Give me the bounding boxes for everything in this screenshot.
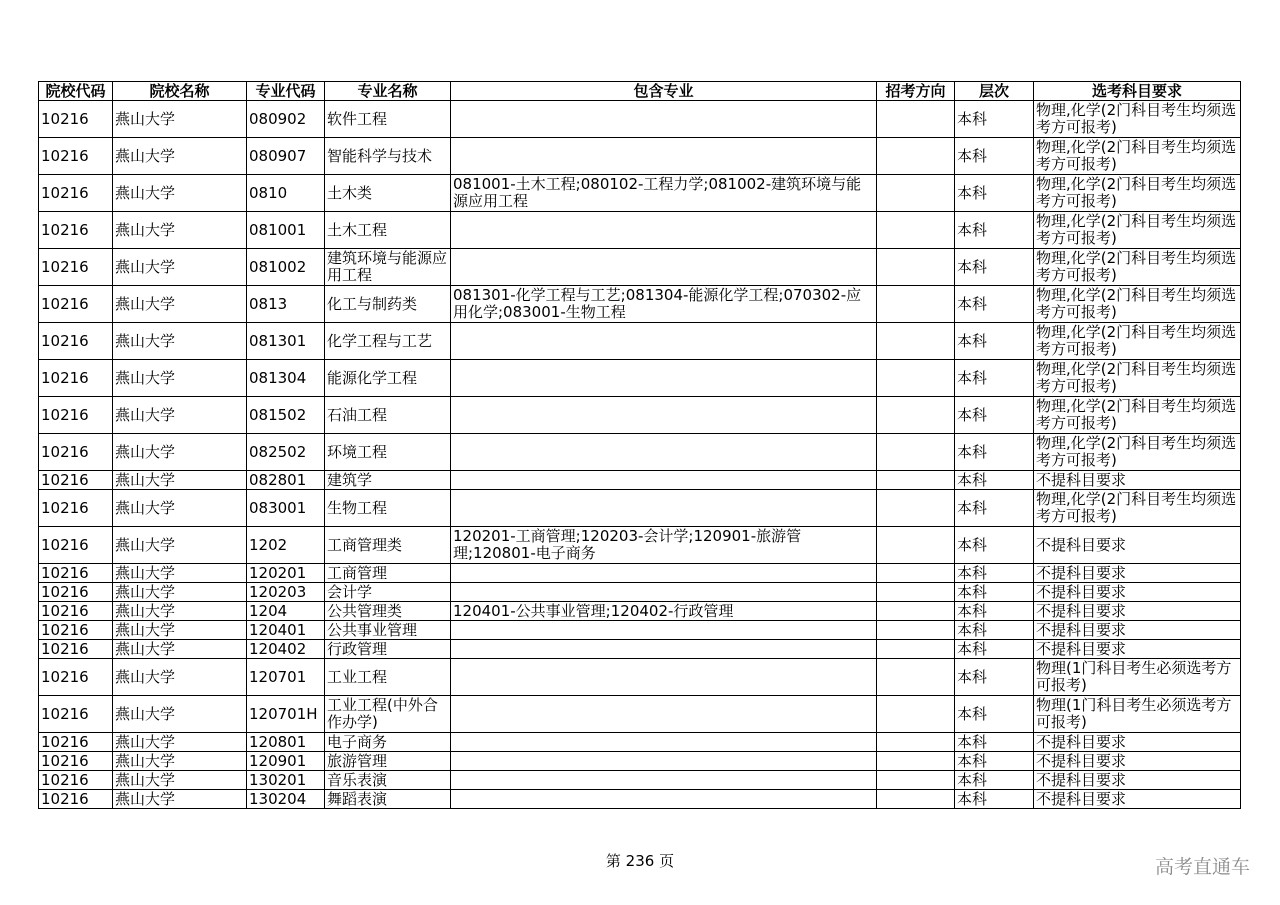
cell-level: 本科 <box>955 212 1034 249</box>
cell-major-name: 建筑环境与能源应用工程 <box>325 249 451 286</box>
cell-school-code: 10216 <box>39 659 113 696</box>
cell-major-name: 土木类 <box>325 175 451 212</box>
table-body <box>39 101 1241 809</box>
cell-school-name: 燕山大学 <box>113 564 247 583</box>
cell-direction <box>877 790 955 809</box>
cell-requirement: 不提科目要求 <box>1034 771 1241 790</box>
cell-includes <box>451 733 877 752</box>
cell-school-name: 燕山大学 <box>113 286 247 323</box>
cell-major-code: 120203 <box>247 583 325 602</box>
cell-school-name: 燕山大学 <box>113 490 247 527</box>
cell-school-code: 10216 <box>39 471 113 490</box>
cell-level: 本科 <box>955 640 1034 659</box>
cell-major-name: 软件工程 <box>325 101 451 138</box>
cell-major-name: 会计学 <box>325 583 451 602</box>
table-row <box>39 733 1241 752</box>
cell-major-name: 智能科学与技术 <box>325 138 451 175</box>
cell-school-code: 10216 <box>39 249 113 286</box>
cell-level: 本科 <box>955 564 1034 583</box>
table-row <box>39 249 1241 286</box>
cell-includes <box>451 323 877 360</box>
cell-school-name: 燕山大学 <box>113 323 247 360</box>
cell-major-code: 080907 <box>247 138 325 175</box>
cell-level: 本科 <box>955 527 1034 564</box>
header-includes: 包含专业 <box>451 82 877 101</box>
cell-requirement: 物理,化学(2门科目考生均须选考方可报考) <box>1034 101 1241 138</box>
header-direction: 招考方向 <box>877 82 955 101</box>
header-school-name: 院校名称 <box>113 82 247 101</box>
cell-level: 本科 <box>955 621 1034 640</box>
cell-major-name: 建筑学 <box>325 471 451 490</box>
table-row <box>39 564 1241 583</box>
cell-includes <box>451 752 877 771</box>
cell-direction <box>877 323 955 360</box>
cell-school-name: 燕山大学 <box>113 101 247 138</box>
cell-major-code: 081304 <box>247 360 325 397</box>
cell-major-code: 083001 <box>247 490 325 527</box>
cell-direction <box>877 101 955 138</box>
header-major-name: 专业名称 <box>325 82 451 101</box>
cell-major-code: 080902 <box>247 101 325 138</box>
cell-requirement: 不提科目要求 <box>1034 640 1241 659</box>
cell-major-name: 生物工程 <box>325 490 451 527</box>
cell-requirement: 物理,化学(2门科目考生均须选考方可报考) <box>1034 360 1241 397</box>
cell-major-name: 公共管理类 <box>325 602 451 621</box>
cell-school-name: 燕山大学 <box>113 212 247 249</box>
cell-level: 本科 <box>955 286 1034 323</box>
table-row <box>39 360 1241 397</box>
cell-requirement: 物理(1门科目考生必须选考方可报考) <box>1034 659 1241 696</box>
cell-level: 本科 <box>955 397 1034 434</box>
table-row <box>39 790 1241 809</box>
cell-requirement: 不提科目要求 <box>1034 621 1241 640</box>
table-row <box>39 101 1241 138</box>
cell-direction <box>877 659 955 696</box>
cell-includes <box>451 696 877 733</box>
cell-school-name: 燕山大学 <box>113 583 247 602</box>
cell-requirement: 不提科目要求 <box>1034 527 1241 564</box>
cell-major-name: 音乐表演 <box>325 771 451 790</box>
table-row <box>39 434 1241 471</box>
cell-level: 本科 <box>955 138 1034 175</box>
cell-requirement: 不提科目要求 <box>1034 602 1241 621</box>
header-school-code: 院校代码 <box>39 82 113 101</box>
cell-includes <box>451 138 877 175</box>
cell-school-code: 10216 <box>39 640 113 659</box>
cell-includes <box>451 564 877 583</box>
cell-direction <box>877 138 955 175</box>
table-row <box>39 527 1241 564</box>
cell-major-name: 工商管理 <box>325 564 451 583</box>
cell-direction <box>877 360 955 397</box>
cell-major-name: 工业工程(中外合作办学) <box>325 696 451 733</box>
cell-major-code: 120402 <box>247 640 325 659</box>
table-row <box>39 397 1241 434</box>
cell-major-code: 130204 <box>247 790 325 809</box>
table-row <box>39 583 1241 602</box>
cell-major-code: 081502 <box>247 397 325 434</box>
cell-direction <box>877 212 955 249</box>
cell-includes: 081301-化学工程与工艺;081304-能源化学工程;070302-应用化学;083001-生物工程 <box>451 286 877 323</box>
cell-direction <box>877 249 955 286</box>
cell-direction <box>877 733 955 752</box>
header-level: 层次 <box>955 82 1034 101</box>
cell-level: 本科 <box>955 101 1034 138</box>
cell-requirement: 不提科目要求 <box>1034 564 1241 583</box>
table-row <box>39 696 1241 733</box>
cell-school-code: 10216 <box>39 621 113 640</box>
cell-major-code: 120901 <box>247 752 325 771</box>
cell-level: 本科 <box>955 323 1034 360</box>
cell-level: 本科 <box>955 471 1034 490</box>
header-major-code: 专业代码 <box>247 82 325 101</box>
cell-requirement: 物理,化学(2门科目考生均须选考方可报考) <box>1034 490 1241 527</box>
cell-school-code: 10216 <box>39 212 113 249</box>
cell-requirement: 物理,化学(2门科目考生均须选考方可报考) <box>1034 138 1241 175</box>
cell-includes <box>451 790 877 809</box>
cell-requirement: 物理,化学(2门科目考生均须选考方可报考) <box>1034 175 1241 212</box>
cell-requirement: 不提科目要求 <box>1034 733 1241 752</box>
cell-major-code: 120801 <box>247 733 325 752</box>
cell-includes <box>451 583 877 602</box>
cell-school-name: 燕山大学 <box>113 733 247 752</box>
cell-major-name: 舞蹈表演 <box>325 790 451 809</box>
table-row <box>39 640 1241 659</box>
header-requirement: 选考科目要求 <box>1034 82 1241 101</box>
cell-school-name: 燕山大学 <box>113 752 247 771</box>
cell-direction <box>877 752 955 771</box>
cell-direction <box>877 471 955 490</box>
cell-school-name: 燕山大学 <box>113 471 247 490</box>
cell-school-code: 10216 <box>39 771 113 790</box>
cell-school-name: 燕山大学 <box>113 434 247 471</box>
cell-school-name: 燕山大学 <box>113 771 247 790</box>
cell-major-name: 旅游管理 <box>325 752 451 771</box>
cell-level: 本科 <box>955 249 1034 286</box>
cell-school-name: 燕山大学 <box>113 397 247 434</box>
table-row <box>39 490 1241 527</box>
cell-major-code: 120701H <box>247 696 325 733</box>
cell-major-code: 081001 <box>247 212 325 249</box>
cell-includes <box>451 771 877 790</box>
cell-school-name: 燕山大学 <box>113 790 247 809</box>
cell-major-code: 0813 <box>247 286 325 323</box>
cell-school-name: 燕山大学 <box>113 659 247 696</box>
cell-requirement: 不提科目要求 <box>1034 471 1241 490</box>
cell-includes: 120201-工商管理;120203-会计学;120901-旅游管理;120801-电子商务 <box>451 527 877 564</box>
cell-includes <box>451 249 877 286</box>
cell-school-code: 10216 <box>39 696 113 733</box>
cell-direction <box>877 602 955 621</box>
cell-includes <box>451 640 877 659</box>
cell-direction <box>877 621 955 640</box>
cell-requirement: 不提科目要求 <box>1034 790 1241 809</box>
cell-includes <box>451 490 877 527</box>
cell-level: 本科 <box>955 490 1034 527</box>
cell-requirement: 物理,化学(2门科目考生均须选考方可报考) <box>1034 323 1241 360</box>
cell-school-code: 10216 <box>39 101 113 138</box>
table-row <box>39 175 1241 212</box>
cell-direction <box>877 397 955 434</box>
table-row <box>39 659 1241 696</box>
cell-includes: 120401-公共事业管理;120402-行政管理 <box>451 602 877 621</box>
cell-school-code: 10216 <box>39 752 113 771</box>
cell-level: 本科 <box>955 696 1034 733</box>
table-row <box>39 471 1241 490</box>
table-row <box>39 138 1241 175</box>
cell-major-name: 公共事业管理 <box>325 621 451 640</box>
cell-requirement: 物理,化学(2门科目考生均须选考方可报考) <box>1034 434 1241 471</box>
cell-major-code: 082801 <box>247 471 325 490</box>
cell-major-name: 石油工程 <box>325 397 451 434</box>
cell-includes <box>451 471 877 490</box>
cell-direction <box>877 564 955 583</box>
cell-school-code: 10216 <box>39 733 113 752</box>
cell-school-code: 10216 <box>39 323 113 360</box>
cell-major-name: 环境工程 <box>325 434 451 471</box>
cell-major-name: 工商管理类 <box>325 527 451 564</box>
cell-direction <box>877 696 955 733</box>
cell-requirement: 不提科目要求 <box>1034 752 1241 771</box>
cell-major-code: 081301 <box>247 323 325 360</box>
cell-school-name: 燕山大学 <box>113 138 247 175</box>
cell-includes <box>451 397 877 434</box>
cell-school-code: 10216 <box>39 790 113 809</box>
cell-requirement: 不提科目要求 <box>1034 583 1241 602</box>
cell-major-code: 130201 <box>247 771 325 790</box>
cell-direction <box>877 286 955 323</box>
cell-major-code: 120401 <box>247 621 325 640</box>
cell-includes <box>451 360 877 397</box>
cell-major-code: 0810 <box>247 175 325 212</box>
cell-school-code: 10216 <box>39 490 113 527</box>
table-row <box>39 323 1241 360</box>
cell-level: 本科 <box>955 771 1034 790</box>
cell-school-name: 燕山大学 <box>113 640 247 659</box>
cell-level: 本科 <box>955 360 1034 397</box>
table-row <box>39 752 1241 771</box>
cell-school-code: 10216 <box>39 360 113 397</box>
cell-school-name: 燕山大学 <box>113 360 247 397</box>
cell-school-code: 10216 <box>39 434 113 471</box>
cell-level: 本科 <box>955 175 1034 212</box>
table-row <box>39 771 1241 790</box>
cell-school-name: 燕山大学 <box>113 621 247 640</box>
cell-major-name: 工业工程 <box>325 659 451 696</box>
admission-table <box>38 81 1241 809</box>
cell-school-code: 10216 <box>39 286 113 323</box>
cell-major-name: 化工与制药类 <box>325 286 451 323</box>
cell-school-name: 燕山大学 <box>113 527 247 564</box>
cell-level: 本科 <box>955 434 1034 471</box>
cell-includes <box>451 621 877 640</box>
table-row <box>39 602 1241 621</box>
cell-direction <box>877 771 955 790</box>
cell-school-code: 10216 <box>39 564 113 583</box>
cell-includes <box>451 212 877 249</box>
cell-direction <box>877 527 955 564</box>
cell-requirement: 物理,化学(2门科目考生均须选考方可报考) <box>1034 286 1241 323</box>
cell-direction <box>877 434 955 471</box>
cell-school-code: 10216 <box>39 138 113 175</box>
cell-school-code: 10216 <box>39 527 113 564</box>
cell-level: 本科 <box>955 790 1034 809</box>
cell-major-name: 行政管理 <box>325 640 451 659</box>
cell-school-code: 10216 <box>39 397 113 434</box>
cell-major-code: 1204 <box>247 602 325 621</box>
cell-direction <box>877 640 955 659</box>
cell-major-code: 082502 <box>247 434 325 471</box>
cell-includes: 081001-土木工程;080102-工程力学;081002-建筑环境与能源应用工程 <box>451 175 877 212</box>
cell-major-name: 土木工程 <box>325 212 451 249</box>
cell-requirement: 物理(1门科目考生必须选考方可报考) <box>1034 696 1241 733</box>
cell-major-name: 能源化学工程 <box>325 360 451 397</box>
cell-major-code: 120201 <box>247 564 325 583</box>
cell-major-code: 1202 <box>247 527 325 564</box>
cell-requirement: 物理,化学(2门科目考生均须选考方可报考) <box>1034 212 1241 249</box>
watermark: 高考直通车 <box>1154 856 1250 878</box>
cell-direction <box>877 583 955 602</box>
cell-level: 本科 <box>955 659 1034 696</box>
cell-level: 本科 <box>955 733 1034 752</box>
cell-school-code: 10216 <box>39 602 113 621</box>
cell-level: 本科 <box>955 583 1034 602</box>
table-row <box>39 286 1241 323</box>
cell-school-name: 燕山大学 <box>113 602 247 621</box>
cell-direction <box>877 490 955 527</box>
cell-includes <box>451 434 877 471</box>
cell-level: 本科 <box>955 752 1034 771</box>
cell-requirement: 物理,化学(2门科目考生均须选考方可报考) <box>1034 249 1241 286</box>
cell-school-name: 燕山大学 <box>113 696 247 733</box>
cell-major-code: 120701 <box>247 659 325 696</box>
table-row <box>39 212 1241 249</box>
cell-major-name: 电子商务 <box>325 733 451 752</box>
cell-level: 本科 <box>955 602 1034 621</box>
cell-school-code: 10216 <box>39 175 113 212</box>
cell-requirement: 物理,化学(2门科目考生均须选考方可报考) <box>1034 397 1241 434</box>
page-number: 第 236 页 <box>605 852 675 870</box>
header-row <box>39 82 1241 101</box>
cell-major-code: 081002 <box>247 249 325 286</box>
cell-direction <box>877 175 955 212</box>
table-row <box>39 621 1241 640</box>
cell-school-code: 10216 <box>39 583 113 602</box>
cell-includes <box>451 659 877 696</box>
cell-school-name: 燕山大学 <box>113 175 247 212</box>
cell-includes <box>451 101 877 138</box>
cell-major-name: 化学工程与工艺 <box>325 323 451 360</box>
cell-school-name: 燕山大学 <box>113 249 247 286</box>
